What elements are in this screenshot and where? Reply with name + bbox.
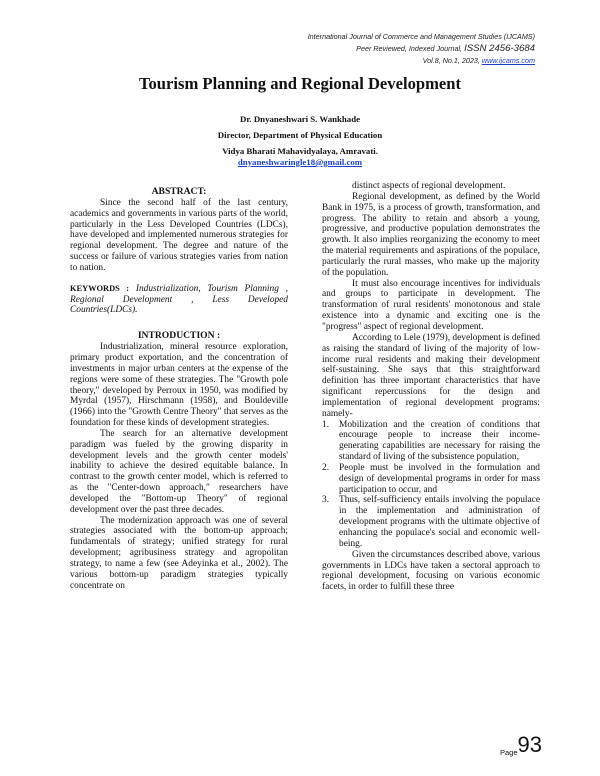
abstract-heading: ABSTRACT: [151,186,207,197]
intro-paragraph-1: Industrialization, mineral resource exploration, primary product exportation, and the concentration of investments in major urban centers at the expense of the regions were some of these strategies. The "Growth pole theory," developed by Perroux in 1950, was modified by Myrdal (1957), Hirschmann (1958), and Bouldeville (1966) into the "Growth Centre Theory" that serves as the foundation for these kinds of development strategies. [70,342,288,429]
right-paragraph-3: According to Lele (1979), development is defined as raising the standard of living of the majority of low-income rural residents and making their development self-sustaining. She says that this straightforward definition has three important characteristics that have significant repercussions for the design and implementation of regional development programs: namely- [322,332,540,419]
author-email-link[interactable]: dnyaneshwaringle18@gmail.com [237,157,363,167]
right-paragraph-2: It must also encourage incentives for individuals and groups to participate in development. The transformation of rural residents' monotonous and stale existence into a dynamic and exciting one is the "progress" aspect of regional development. [322,278,540,332]
issn: ISSN 2456-3684 [464,43,535,54]
page-number [500,734,542,757]
journal-issn-line: Peer Reviewed, Indexed Journal, ISSN 2456-3684 [356,43,535,54]
journal-name: International Journal of Commerce and Management Studies (IJCAMS) [307,32,535,41]
list-item: 3. Thus, self-sufficiency entails involving the populace in the implementation and administration of development programs with the ultimate objective of enhancing the populace's social and economic well-being. [322,495,540,549]
list-item: 1. Mobilization and the creation of conditions that encourage people to increase their income- generating capabilities are necessary for raising the standard of living of the subsistence population, [322,419,540,463]
right-paragraph-4: Given the circumstances described above, various governments in LDCs have taken a sectoral approach to regional development, focusing on various economic facets, in order to fulfill these three [322,549,540,593]
author-name: Dr. Dnyaneshwari S. Wankhade [239,114,361,124]
page-number-value: 93 [517,732,542,757]
characteristics-list [322,420,540,550]
journal-volume-line: Vol.8, No.1, 2023, www.ijcams.com [422,56,535,65]
keywords [70,284,288,317]
abstract-text: Since the second half of the last century, academics and governments in various parts of the world, particularly in the Less Developed Countries (LDCs), have developed and implemented numerous strategies for regional development. The degree and nature of the success or failure of various strategies varies from nation to nation. [70,197,288,273]
list-item: 2. People must be involved in the formulation and design of developmental programs in order for mass participation to occur, and [322,462,540,495]
left-column [70,187,288,592]
right-column [322,181,540,593]
keywords-label: KEYWORDS : [70,283,130,293]
journal-url-link[interactable]: www.ijcams.com [481,56,535,65]
keywords-list: Industrialization, Tourism Planning , Regional Development , Less Developed Countries(LDCs). [70,283,288,316]
intro-paragraph-3: The modernization approach was one of several strategies associated with the bottom-up approach; fundamentals of strategy; unified strategy for rural development; agribusiness strategy and agropolitan strategy, to name a few (see Adeyinka et al., 2002). The various bottom-up paradigm strategies typically concentrate on [70,515,288,591]
paper-title: Tourism Planning and Regional Development [138,74,462,93]
author-institution: Vidya Bharati Mahavidyalaya, Amravati. [222,146,378,156]
introduction-heading: INTRODUCTION : [137,330,221,342]
journal-header [308,31,535,67]
intro-paragraph-2: The search for an alternative development paradigm was fueled by the growing disparity in development levels and the growth center models' inability to achieve the desired equitable balance. In contrast to the growth center model, which is referred to as the "Center-down approach," researchers have developed the "Bottom-up Theory" of regional development over the past three decades. [70,428,288,515]
page-label: Page [499,748,518,757]
right-paragraph-1: Regional development, as defined by the World Bank in 1975, is a process of growth, transformation, and progress. The ability to retain and absorb a young, progressive, and productive population demonstrates the growth. It also implies reorganizing the economy to meet the material requirements and aspirations of the populace, particularly the rural masses, who make up the majority of the population. [322,191,540,278]
right-paragraph-0: distinct aspects of regional development. [352,181,506,191]
author-position: Director, Department of Physical Education [217,130,383,140]
